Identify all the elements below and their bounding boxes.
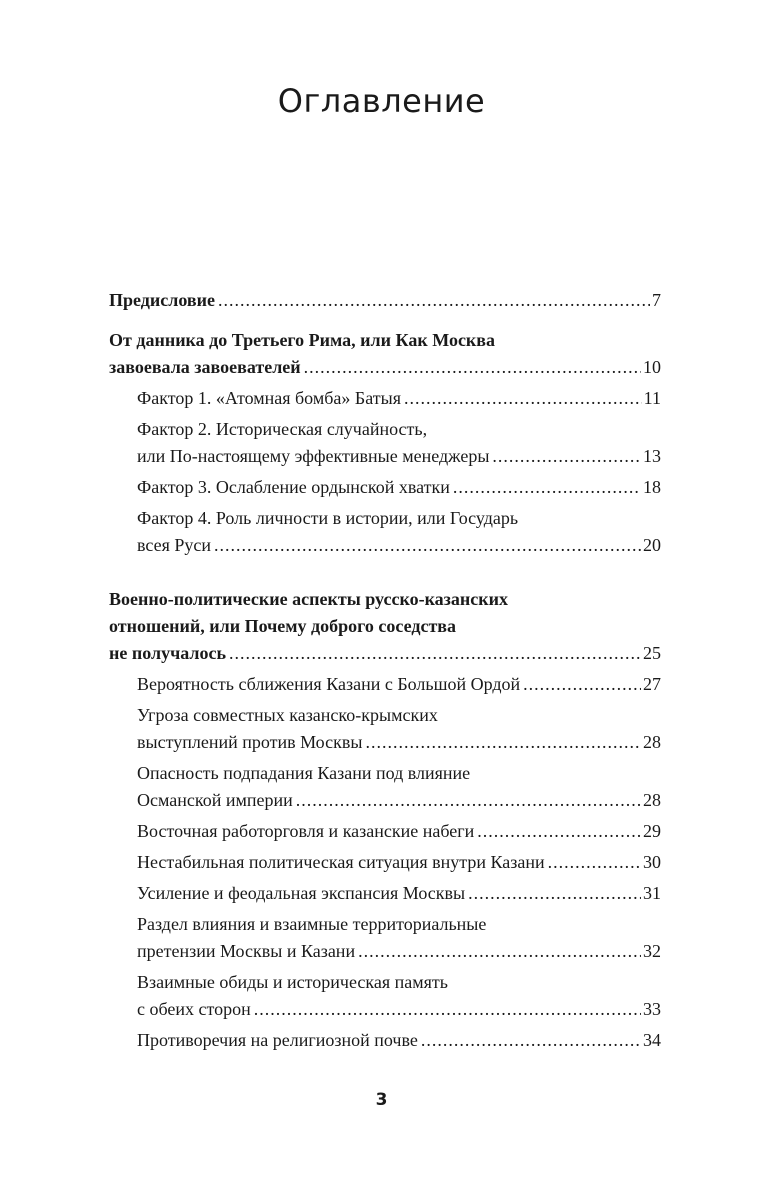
toc-entry-title-line: претензии Москвы и Казани <box>137 941 356 961</box>
toc-entry-chapter-2[interactable] <box>109 586 661 667</box>
table-of-contents <box>109 287 661 1054</box>
toc-entry-page: 28 <box>643 790 661 810</box>
toc-entry-section[interactable] <box>137 911 661 965</box>
toc-entry-title: Противоречия на религиозной почве <box>137 1030 418 1050</box>
dot-leader <box>477 818 641 845</box>
toc-entry-page: 13 <box>643 446 661 466</box>
toc-entry-factor-3[interactable] <box>137 474 661 501</box>
toc-entry-title: Усиление и феодальная экспансия Москвы <box>137 883 466 903</box>
page-title: Оглавление <box>277 82 486 120</box>
toc-entry-title: Предисловие <box>109 290 215 310</box>
toc-entry-page: 32 <box>643 941 661 961</box>
toc-entry-chapter-1[interactable] <box>109 327 661 381</box>
toc-entry-title: Восточная работорговля и казанские набеги <box>137 821 475 841</box>
dot-leader <box>404 385 642 412</box>
toc-entry-title-line: Военно-политические аспекты русско-казанских <box>109 589 509 609</box>
toc-entry-page: 18 <box>643 477 661 497</box>
toc-entry-title-line: Взаимные обиды и историческая память <box>137 972 448 992</box>
dot-leader <box>229 640 641 667</box>
toc-entry-factor-4[interactable] <box>137 505 661 559</box>
toc-entry-title-line: Угроза совместных казанско-крымских <box>137 705 438 725</box>
toc-entry-factor-1[interactable] <box>137 385 661 412</box>
toc-entry-page: 7 <box>652 290 661 310</box>
toc-entry-page: 33 <box>643 999 661 1019</box>
toc-entry-title: Фактор 1. «Атомная бомба» Батыя <box>137 388 401 408</box>
toc-entry-page: 29 <box>643 821 661 841</box>
dot-leader <box>365 729 641 756</box>
toc-entry-title: Вероятность сближения Казани с Большой Ордой <box>137 674 521 694</box>
toc-entry-title-line: не получалось <box>109 643 227 663</box>
dot-leader <box>523 671 641 698</box>
dot-leader <box>214 532 641 559</box>
toc-entry-section[interactable] <box>137 880 661 907</box>
dot-leader <box>421 1027 641 1054</box>
toc-entry-title-line: отношений, или Почему доброго соседства <box>109 616 457 636</box>
dot-leader <box>468 880 641 907</box>
toc-entry-title-line: От данника до Третьего Рима, или Как Москва <box>109 330 496 350</box>
dot-leader <box>218 287 650 314</box>
toc-entry-section[interactable] <box>137 671 661 698</box>
dot-leader <box>358 938 641 965</box>
toc-entry-section[interactable] <box>137 849 661 876</box>
toc-entry-section[interactable] <box>137 702 661 756</box>
toc-entry-title: Фактор 3. Ослабление ордынской хватки <box>137 477 450 497</box>
dot-leader <box>548 849 641 876</box>
toc-entry-page: 30 <box>643 852 661 872</box>
dot-leader <box>453 474 641 501</box>
toc-entry-section[interactable] <box>137 818 661 845</box>
toc-entry-factor-2[interactable] <box>137 416 661 470</box>
dot-leader <box>296 787 641 814</box>
toc-entry-page: 11 <box>643 388 661 408</box>
dot-leader <box>492 443 641 470</box>
toc-entry-section[interactable] <box>137 969 661 1023</box>
toc-entry-page: 28 <box>643 732 661 752</box>
toc-entry-title-line: завоевала завоевателей <box>109 357 301 377</box>
toc-entry-section[interactable] <box>137 760 661 814</box>
toc-entry-title-line: Опасность подпадания Казани под влияние <box>137 763 471 783</box>
toc-entry-title-line: с обеих сторон <box>137 999 251 1019</box>
page-number: 3 <box>375 1090 388 1110</box>
toc-entry-title-line: Османской империи <box>137 790 293 810</box>
toc-entry-title-line: выступлений против Москвы <box>137 732 363 752</box>
toc-entry-section[interactable] <box>137 1027 661 1054</box>
toc-entry-title-line: Раздел влияния и взаимные территориальные <box>137 914 487 934</box>
dot-leader <box>254 996 641 1023</box>
toc-entry-preface[interactable] <box>109 287 661 314</box>
toc-entry-page: 31 <box>643 883 661 903</box>
toc-entry-page: 25 <box>643 643 661 663</box>
toc-entry-page: 10 <box>643 357 661 377</box>
toc-entry-title-line: Фактор 2. Историческая случайность, <box>137 419 428 439</box>
toc-entry-page: 20 <box>643 535 661 555</box>
toc-entry-title: Нестабильная политическая ситуация внутри Казани <box>137 852 545 872</box>
toc-entry-page: 27 <box>643 674 661 694</box>
dot-leader <box>304 354 641 381</box>
toc-entry-title-line: или По-настоящему эффективные менеджеры <box>137 446 490 466</box>
toc-entry-title-line: Фактор 4. Роль личности в истории, или Государь <box>137 508 519 528</box>
toc-entry-page: 34 <box>643 1030 661 1050</box>
toc-entry-title-line: всея Руси <box>137 535 212 555</box>
